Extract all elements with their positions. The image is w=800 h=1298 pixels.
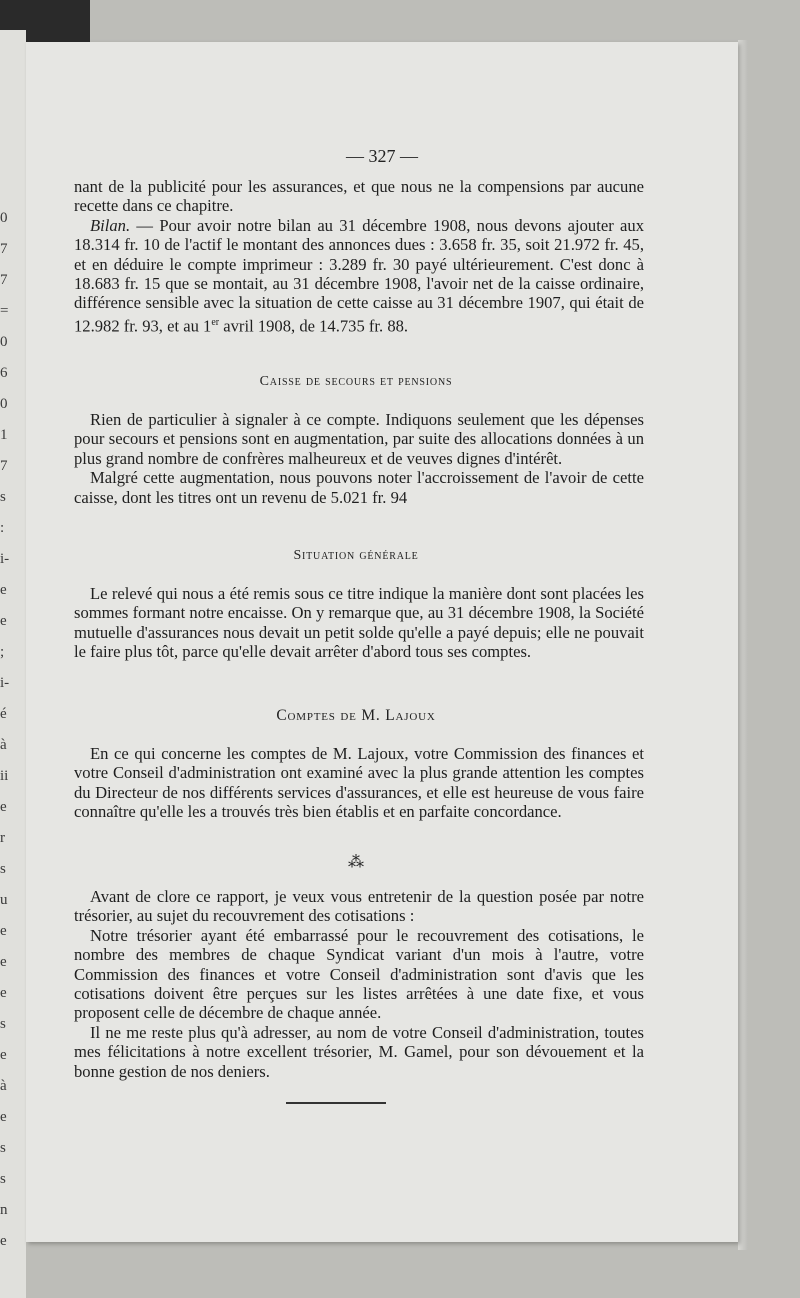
text-block-situation	[74, 584, 644, 662]
prev-page-fragment: e	[0, 799, 7, 815]
prev-page-fragment: s	[0, 1171, 6, 1187]
final-paragraph-3: Il ne me reste plus qu'à adresser, au nom de votre Conseil d'administration, toutes mes félicitations à notre excellent trésorier, M. Gamel, pour son dévouement et la bonne gestion de nos deniers.	[74, 1022, 644, 1081]
prev-page-fragment: s	[0, 1140, 6, 1156]
prev-page-fragment: 7	[0, 241, 8, 257]
prev-page-fragment: e	[0, 985, 7, 1001]
text-block-caisse	[74, 410, 644, 507]
prev-page-fragment: é	[0, 706, 7, 722]
prev-page-fragment: e	[0, 613, 7, 629]
prev-page-fragment: à	[0, 1078, 7, 1094]
prev-page-fragment: :	[0, 520, 5, 536]
caisse-paragraph-2: Malgré cette augmentation, nous pouvons noter l'accroissement de l'avoir de cette caisse, dont les titres ont un revenu de 5.021 fr. 94	[74, 468, 644, 507]
previous-page-edge	[0, 30, 26, 1298]
final-paragraph-1: Avant de clore ce rapport, je veux vous entretenir de la question posée par notre trésorier, au sujet du recouvrement des cotisations :	[74, 887, 644, 926]
prev-page-fragment: à	[0, 737, 7, 753]
heading-situation: Situation générale	[293, 548, 419, 563]
closing-rule	[286, 1102, 386, 1104]
final-paragraph-2: Notre trésorier ayant été embarrassé pour le recouvrement des cotisations, le nombre des membres de chaque Syndicat variant d'un mois à l'autre, votre Commission des finances et votre Conseil d'administration sont d'avis que les cotisations doivent être perçues sur les listes arrêtées à une date fixe, et vous proposent celle de décembre de chaque année.	[74, 925, 644, 1023]
prev-page-fragment: =	[0, 303, 9, 319]
prev-page-fragment: i-	[0, 551, 10, 567]
prev-page-fragment: ii	[0, 768, 9, 784]
prev-page-fragment: 1	[0, 427, 8, 443]
prev-page-fragment: 7	[0, 458, 8, 474]
caisse-paragraph-1: Rien de particulier à signaler à ce compte. Indiquons seulement que les dépenses pour secours et pensions sont en augmentation, par suite des allocations données à un plus grand nombre de confrères malheureux et de veuves dignes d'intérêt.	[74, 410, 644, 468]
prev-page-fragment: e	[0, 1047, 7, 1063]
comptes-paragraph: En ce qui concerne les comptes de M. Lajoux, votre Commission des finances et votre Conseil d'administration ont examiné avec la plus grande attention les comptes du Directeur de nos différents services d'assurances, et elle est heureuse de vous faire connaître qu'elle les a trouvés très bien établis et en parfaite concordance.	[74, 744, 644, 822]
prev-page-fragment: n	[0, 1202, 8, 1218]
prev-page-fragment: 0	[0, 396, 8, 412]
prev-page-fragment: r	[0, 830, 5, 846]
prev-page-fragment: 6	[0, 365, 8, 381]
prev-page-fragment: s	[0, 489, 6, 505]
prev-page-fragment: ;	[0, 644, 5, 660]
prev-page-fragment: 0	[0, 210, 8, 226]
paragraph-bilan	[74, 216, 644, 336]
text-block-comptes	[74, 744, 644, 822]
heading-comptes: Comptes de M. Lajoux	[276, 707, 436, 724]
prev-page-fragment: s	[0, 861, 6, 877]
prev-page-fragment: 0	[0, 334, 8, 350]
prev-page-fragment: 7	[0, 272, 8, 288]
paragraph-continuation: nant de la publicité pour les assurances, et que nous ne la compensions par aucune recette dans ce chapitre.	[74, 177, 644, 216]
text-block-final	[74, 887, 644, 1081]
asterism-divider: ⁂	[348, 852, 364, 871]
bilan-sup: er	[211, 316, 220, 328]
situation-paragraph: Le relevé qui nous a été remis sous ce titre indique la manière dont sont placées les sommes formant notre encaisse. On y remarque que, au 31 décembre 1908, la Société mutuelle d'assurances nous devait un petit solde qu'elle a payé depuis; elle ne pouvait le faire plus tôt, parce qu'elle devait arrêter d'abord tous ses comptes.	[74, 584, 644, 662]
page-edge-stack	[738, 40, 748, 1250]
prev-page-fragment: e	[0, 923, 7, 939]
prev-page-fragment: e	[0, 1233, 7, 1249]
page-number: — 327 —	[346, 146, 418, 166]
prev-page-fragment: e	[0, 582, 7, 598]
heading-caisse: Caisse de secours et pensions	[259, 374, 453, 389]
prev-page-fragment: e	[0, 1109, 7, 1125]
prev-page-fragment: i-	[0, 675, 10, 691]
prev-page-fragment: s	[0, 1016, 6, 1032]
prev-page-fragment: e	[0, 954, 7, 970]
document-page	[26, 42, 738, 1242]
text-block-top	[74, 177, 644, 336]
bilan-text: — Pour avoir notre bilan au 31 décembre 1908, nous devons ajouter aux 18.314 fr. 10 de l'actif le montant des annonces dues : 3.658 fr. 35, soit 21.972 fr. 45, et en déduire le compte imprimeur : 3.289 fr. 30 payé ultérieurement. C'est donc à 18.683 fr. 15 que se montait, au 31 décembre 1908, l'avoir net de la caisse ordinaire, différence sensible avec la situation de cette caisse au 31 décembre 1907, qui était de 12.982 fr. 93, et au 1	[74, 215, 644, 336]
bilan-text-end: avril 1908, de 14.735 fr. 88.	[219, 316, 409, 336]
prev-page-fragment: u	[0, 892, 8, 908]
bilan-label: Bilan.	[90, 215, 131, 235]
